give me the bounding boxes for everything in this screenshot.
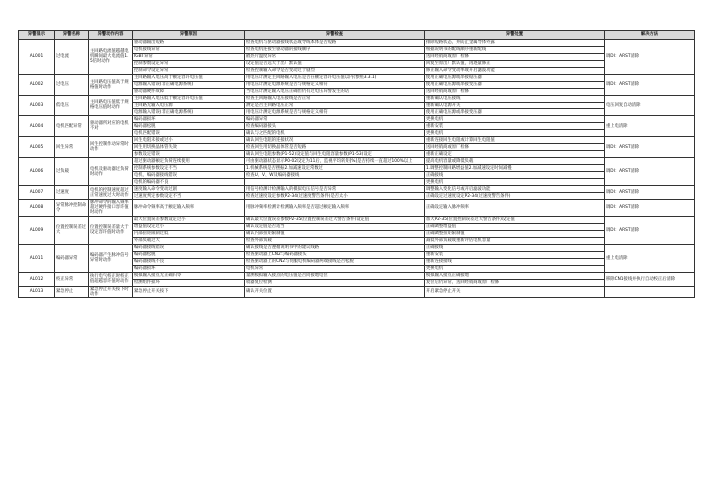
table-row [19, 158, 695, 165]
alarm-action: 主回路电压值低于规格电压值时动作 [89, 95, 133, 116]
alarm-action: 驱动器所对应的电机不对 [89, 116, 133, 137]
alarm-fix: 回复至原出厂默认值，再逐量修正 [425, 60, 605, 67]
alarm-check: 可由驱动器状态显示P0-02设定为11后，监视平均转矩[%]是否持续一直超过100%以上 [245, 158, 425, 165]
alarm-remedy: 调DI：ARST清除 [605, 74, 695, 95]
alarm-fix: 重新安装 [425, 251, 605, 258]
alarm-check: 检查驱动器上的CN2与伺服电机编码器两端接线是否松脱 [245, 258, 425, 265]
alarm-fix: 正确设定输入脉冲频率 [425, 200, 605, 217]
alarm-cause: 电机接线异常 [133, 46, 245, 53]
alarm-cause: IGBT异常 [133, 53, 245, 60]
alarm-fix: 送回经销商或原厂检修 [425, 53, 605, 60]
alarm-fix: 重新正确设定 [425, 151, 605, 158]
alarm-fix: 使用正确电压源或串接变压器 [425, 81, 605, 88]
alarm-fix: 使用正确电压源或串接变压器 [425, 109, 605, 116]
table-row [19, 200, 695, 217]
alarm-fix: 更换电机 [425, 179, 605, 186]
alarm-cause: 主回路无输入电压源 [133, 102, 245, 109]
alarm-remedy: 重上电清除 [605, 244, 695, 272]
alarm-action: 回生控制作动异常时动作 [89, 137, 133, 158]
alarm-fix: 1.调整控制回路增益值2.加减速设定时间减慢 [425, 165, 605, 172]
table-row [19, 272, 695, 279]
alarm-cause: 参数设定错误 [133, 151, 245, 158]
alarm-remedy: 调DI：ARST清除 [605, 186, 695, 200]
alarm-action: 脉冲命令的输入频率超过硬件接口容许值时动作 [89, 200, 133, 217]
alarm-code: AL005 [19, 137, 55, 158]
alarm-check: 检查编码器接头 [245, 123, 425, 130]
alarm-check: 检查电机连接至驱动器的接线顺序 [245, 46, 425, 53]
alarm-fix: 正确调整扭矩限制值 [425, 230, 605, 237]
header-cell: 异警动作内容 [89, 31, 133, 40]
alarm-remedy: 调DI：ARST清除 [605, 216, 695, 244]
alarm-cause: 脉冲命令频率高于额定输入频率 [133, 200, 245, 217]
alarm-fix: 重新安装 [425, 123, 605, 130]
alarm-name: 过负载 [55, 158, 89, 186]
alarm-check [245, 179, 425, 186]
alarm-cause: 驱动器硬件故障 [133, 88, 245, 95]
alarm-cause: 编码器接线不良 [133, 258, 245, 265]
alarm-cause: 主回路输入电压高于额定容许电压值 [133, 74, 245, 81]
alarm-name: 位置控制误差过大 [55, 216, 89, 244]
alarm-cause: 过速度判定参数设定不当 [133, 193, 245, 200]
header-row [19, 31, 695, 40]
alarm-cause: 驱动器输出短路 [133, 39, 245, 46]
alarm-check: 收器复位检测 [245, 279, 425, 286]
alarm-check: 1.机械系统是否摆振2.加减速设定常数过 [245, 165, 425, 172]
alarm-cause: 紧急停止开关按下 [133, 286, 245, 298]
alarm-cause: 最大位置误差参数设定过小 [133, 216, 245, 223]
alarm-fix: 更换电机 [425, 116, 605, 123]
alarm-cause: 编码器损坏 [133, 116, 245, 123]
alarm-cause: 电源输入错误(非正确电源系统) [133, 81, 245, 88]
alarm-check: 设定值是否远大于出厂默认值 [245, 60, 425, 67]
alarm-remedy: 电压回复自动清除 [605, 95, 695, 116]
alarm-cause: 回生电阻未接或过小 [133, 137, 245, 144]
alarm-code: AL009 [19, 216, 55, 244]
alarm-check: 检查主回路输入电压接线是否正常 [245, 95, 425, 102]
table-row [19, 116, 695, 123]
alarm-fix: 重新确认电压接线 [425, 95, 605, 102]
alarm-code: AL003 [19, 95, 55, 116]
alarm-check: 确认回生电阻的连接状况 [245, 137, 425, 144]
alarm-code: AL011 [19, 244, 55, 272]
alarm-check: 量测模拟输入接点的电压值是否同接地电位 [245, 272, 425, 279]
alarm-cause: 内部扭矩限制过低 [133, 230, 245, 237]
alarm-cause: 编码器损坏 [133, 265, 245, 272]
alarm-check: 检查外部负载 [245, 237, 425, 244]
alarm-cause: 电机的编码器不良 [133, 179, 245, 186]
alarm-cause: 主回路输入电压低于额定容许电压值 [133, 95, 245, 102]
alarm-cause: 检测组件损坏 [133, 279, 245, 286]
alarm-action: 执行电气校正时校正值超越容许值时动作 [89, 272, 133, 286]
alarm-fix: 正确接线 [425, 244, 605, 251]
alarm-check: 散热片温度异常 [245, 53, 425, 60]
alarm-cause: 控制参数设定异常 [133, 60, 245, 67]
alarm-check: 确认接线是否遵循说明书中的建议线路 [245, 244, 425, 251]
alarm-action: 编码器产生脉冲信号异常时动作 [89, 244, 133, 272]
alarm-check: 确认内部扭矩限制值 [245, 230, 425, 237]
alarm-remedy [605, 286, 695, 298]
alarm-cause: 控制系统参数设定不当 [133, 165, 245, 172]
alarm-fix: 根据说明书的配线顺序重新配线 [425, 46, 605, 53]
alarm-fix: 正确设定过速度设定P2-34(过速度警告条件) [425, 193, 605, 200]
alarm-name: 电机匹配异常 [55, 116, 89, 137]
alarm-cause: 编码器松脱 [133, 123, 245, 130]
alarm-fix: 排除短路状态，并防止金属导体外露 [425, 39, 605, 46]
alarm-cause: 回生用切换晶体管失效 [133, 144, 245, 151]
alarm-code: AL008 [19, 200, 55, 217]
alarm-fix: 重新连接接线 [425, 258, 605, 265]
alarm-action: 紧急停止开关按下时动作 [89, 286, 133, 298]
alarm-code: AL006 [19, 158, 55, 186]
alarm-cause: 编码器接线错误 [133, 244, 245, 251]
header-cell: 异警原因 [133, 31, 245, 40]
alarm-code: AL002 [19, 74, 55, 95]
header-cell: 异警检查 [245, 31, 425, 40]
alarm-cause: 控制命令设定异常 [133, 67, 245, 74]
alarm-cause: 增益值设定过小 [133, 223, 245, 230]
alarm-code: AL013 [19, 286, 55, 298]
alarm-table [18, 30, 695, 298]
alarm-fix: 模拟输入接点正确接地 [425, 272, 605, 279]
alarm-check: 用脉冲频率检测计检测输入频率是否超过额定输入频率 [245, 200, 425, 217]
alarm-cause: 编码器松脱 [133, 251, 245, 258]
alarm-cause: 超过驱动器额定负荷连续使用 [133, 158, 245, 165]
alarm-name: 过电压 [55, 74, 89, 95]
alarm-check: 检查回生用切换晶体管是否短路 [245, 144, 425, 151]
alarm-code: AL012 [19, 272, 55, 286]
alarm-fix: 调整输入变化信号或开启滤波功能 [425, 186, 605, 193]
alarm-table-body [19, 39, 695, 298]
header-cell: 异警名称 [55, 31, 89, 40]
alarm-remedy: 调DI：ARST清除 [605, 200, 695, 217]
alarm-fix: 修正输入命令变动率或开启滤波功能 [425, 67, 605, 74]
alarm-action: 位置控制误差量大于设定容许值时动作 [89, 216, 133, 244]
header-cell: 解决方法 [605, 31, 695, 40]
table-row [19, 39, 695, 46]
alarm-action: 电机的控制速度超过正常速度过大时动作 [89, 186, 133, 200]
alarm-fix: 正确调整增益值 [425, 223, 605, 230]
alarm-check: 确认回生电阻参数(P1-52)设定值与回生电阻容量参数(P1-53)设定 [245, 151, 425, 158]
alarm-fix: 送回经销商或原厂检修 [425, 144, 605, 151]
header-cell: 异警显示 [19, 31, 55, 40]
alarm-check: 检查过速度设定参数P2-34(过速度警告条件)是否太小 [245, 193, 425, 200]
alarm-check: 检查U、V、W及编码器接线 [245, 172, 425, 179]
alarm-remedy: 移除CN1接线并执行自动校正后清除 [605, 272, 695, 286]
alarm-fix: 送回经销商或原厂检修 [425, 88, 605, 95]
alarm-cause: 速度输入命令变动过剧 [133, 186, 245, 193]
alarm-name: 校正异常 [55, 272, 89, 286]
table-row [19, 95, 695, 102]
alarm-name: 编码器异常 [55, 244, 89, 272]
alarm-name: 异常脉冲控制命令 [55, 200, 89, 217]
alarm-remedy: 重上电清除 [605, 116, 695, 137]
table-row [19, 286, 695, 298]
alarm-action: 主回路电压值高于规格值时动作 [89, 74, 133, 95]
alarm-fix: 重新连接回生电阻或计算回生电阻值 [425, 137, 605, 144]
alarm-check: 当电压计测定输入电压正确但仍有过电压异警发生的话 [245, 88, 425, 95]
alarm-code: AL004 [19, 116, 55, 137]
alarm-check: 用信号检测计检测输入的模拟电压信号是否异常 [245, 186, 425, 193]
alarm-check: 编码器异常 [245, 116, 425, 123]
alarm-check: 检查电机与驱动器接线状态或导线本体是否短路 [245, 39, 425, 46]
alarm-fix: 更换电机 [425, 265, 605, 272]
alarm-check: 用电压计测定电源系统是否与规格定义相符 [245, 109, 425, 116]
alarm-name: 过电流 [55, 39, 89, 74]
table-row [19, 244, 695, 251]
alarm-check: 确认开关位置 [245, 286, 425, 298]
alarm-fix: 正确接线 [425, 172, 605, 179]
alarm-fix: 重新确认电源开关 [425, 102, 605, 109]
alarm-code: AL001 [19, 39, 55, 74]
alarm-check: 检查控制输入命令是否变动过于剧烈 [245, 67, 425, 74]
alarm-fix: 提高电机容量或降低负载 [425, 158, 605, 165]
alarm-remedy: 调DI：ARST清除 [605, 158, 695, 186]
table-row [19, 137, 695, 144]
alarm-remedy: 调DI：ARST清除 [605, 137, 695, 158]
alarm-fix: 使用正确电压源或串接稳压器 [425, 74, 605, 81]
alarm-cause: 外部负载过大 [133, 237, 245, 244]
alarm-check: 确认最大位置误差参数P2-35(位置控制误差过大警告条件)设定值 [245, 216, 425, 223]
alarm-fix: 减低外部负载或重新评估电机容量 [425, 237, 605, 244]
table-row [19, 216, 695, 223]
alarm-fix: 加大P2-35(位置控制误差过大警告条件)设定值 [425, 216, 605, 223]
alarm-check: 测定是否主回路电压正常 [245, 102, 425, 109]
alarm-cause: 模拟输入接点无正确归零 [133, 272, 245, 279]
alarm-check: 用电压计测定电源系统是否与规格定义相符 [245, 81, 425, 88]
alarm-remedy: 调DI：ARST清除 [605, 39, 695, 74]
alarm-cause: 电机匹配错误 [133, 130, 245, 137]
alarm-cause: 电机、编码器接线错误 [133, 172, 245, 179]
alarm-cause: 电源输入错误(非正确电源系统) [133, 109, 245, 116]
alarm-check: 用电压计测定主回路输入电压是否在额定容许电压值以内(参照3.3.1) [245, 74, 425, 81]
table-row [19, 186, 695, 193]
alarm-name: 回生异常 [55, 137, 89, 158]
alarm-name: 紧急停止 [55, 286, 89, 298]
alarm-action: 主回路电流值越越电机瞬间最大电流值1.5倍时动作 [89, 39, 133, 74]
alarm-table-sheet [18, 30, 694, 298]
alarm-action: 电机及驱动器过负荷时动作 [89, 158, 133, 186]
alarm-fix: 复位后仍异常，送回经销商或原厂检修 [425, 279, 605, 286]
alarm-fix: 更换电机 [425, 130, 605, 137]
alarm-fix: 开启紧急停止开关 [425, 286, 605, 298]
table-row [19, 74, 695, 81]
alarm-code: AL007 [19, 186, 55, 200]
alarm-check: 确认设定值是否适当 [245, 223, 425, 230]
alarm-check: 检查驱动器上CN2与编码器接头 [245, 251, 425, 258]
alarm-check: 确认与之匹配的电机 [245, 130, 425, 137]
alarm-name: 过速度 [55, 186, 89, 200]
alarm-check: 电机异常 [245, 265, 425, 272]
header-cell: 异警处置 [425, 31, 605, 40]
alarm-name: 低电压 [55, 95, 89, 116]
